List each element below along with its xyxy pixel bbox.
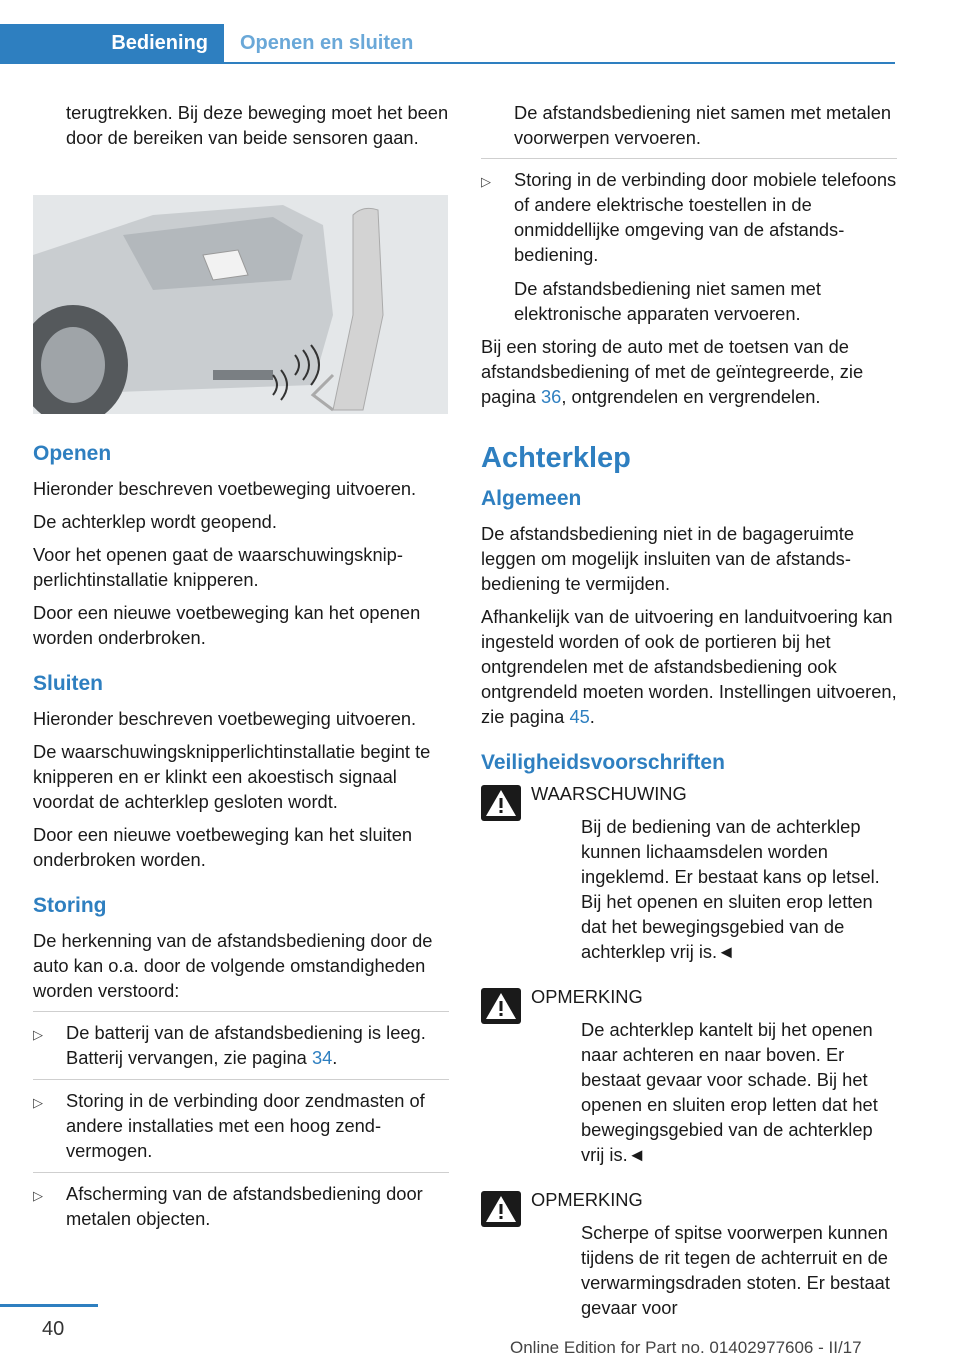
- openen-heading: Openen: [33, 442, 112, 465]
- page-number: 40: [42, 1318, 65, 1340]
- left-column-body: [33, 440, 449, 1240]
- warning-title: WAARSCHUWING: [531, 783, 687, 804]
- notice-text: Scherpe of spitse voorwerpen kunnen tijdens de rit tegen de achterruit en de verwarmingsdraden stoten. Er bestaat gevaar voor: [581, 1222, 890, 1318]
- storing-closing-paragraph: [481, 334, 897, 409]
- algemeen-paragraph-2-end: .: [589, 706, 595, 727]
- openen-paragraph-3: Voor het openen gaat de waarschuwingsknipperlichtinstallatie knipperen.: [33, 544, 403, 590]
- right-column: [481, 100, 897, 1328]
- warning-triangle-icon: [481, 988, 521, 1024]
- divider: [33, 1079, 449, 1080]
- notice-title: OPMERKING: [531, 986, 643, 1007]
- footer-rule: [0, 1304, 98, 1307]
- divider: [33, 1011, 449, 1012]
- section-tab-bediening[interactable]: Bediening: [0, 24, 224, 62]
- list-item: [33, 1020, 449, 1070]
- list-item: [481, 167, 897, 267]
- openen-paragraph-4: Door een nieuwe voetbeweging kan het openen worden onderbroken.: [33, 602, 421, 648]
- sluiten-heading: Sluiten: [33, 672, 104, 695]
- achterklep-heading: Achterklep: [481, 442, 631, 474]
- edition-footer: Online Edition for Part no. 01402977606 - II/17: [510, 1338, 862, 1357]
- notice-text: De achterklep kantelt bij het openen naar achteren en naar boven. Er bestaat gevaar voor schade. Bij het openen en sluiten erop letten dat het bewegingsgebied van de achterklep vrij is.◄: [581, 1019, 878, 1165]
- section-tab-openen-en-sluiten[interactable]: Openen en sluiten: [240, 32, 414, 54]
- notice-title: OPMERKING: [531, 1189, 643, 1210]
- algemeen-paragraph-2: [481, 604, 897, 729]
- triangle-bullet-icon: ▷: [33, 1188, 43, 1203]
- notice-block: [481, 984, 897, 1167]
- storing-paragraph: De herkenning van de afstandsbediening door de auto kan o.a. door de volgende omstandigheden worden verstoord:: [33, 930, 433, 1001]
- list-item-text: Storing in de verbinding door mobiele telefoons of andere elektrische toestellen in de onmiddellijke omgeving van de afstandsbediening.: [514, 169, 897, 265]
- storing-closing-rest: , ontgrendelen en vergrendelen.: [561, 386, 821, 407]
- algemeen-paragraph-1: De afstandsbediening niet in de bagageruimte leggen om mogelijk insluiten van de afstandsbediening te vermijden.: [481, 523, 854, 594]
- warning-block: [481, 781, 897, 964]
- intro-paragraph: terugtrekken. Bij deze beweging moet het been door de bereiken van beide sensoren gaan.: [66, 102, 449, 148]
- continued-paragraph: De afstandsbediening niet samen met metalen voorwerpen vervoeren.: [514, 102, 892, 148]
- veiligheid-heading: Veiligheidsvoorschriften: [481, 751, 725, 774]
- list-item-end: .: [332, 1047, 338, 1068]
- list-item-text: Afscherming van de afstandsbediening door metalen objecten.: [66, 1183, 423, 1229]
- storing-heading: Storing: [33, 894, 107, 917]
- algemeen-paragraph-2-text: Afhankelijk van de uitvoering en landuitvoering kan ingesteld worden of ook de portieren bij het ontgrendelen met de afstandsbediening ook ontgrendeld moeten worden. Instellingen uitvoeren, zie pagina: [481, 606, 897, 727]
- list-item-text: Storing in de verbinding door zendmasten of andere installaties met een hoog zendvermogen.: [66, 1090, 425, 1161]
- algemeen-heading: Algemeen: [481, 487, 582, 510]
- list-item-text: De batterij van de afstandsbediening is leeg. Batterij vervangen, zie pagina: [66, 1022, 426, 1068]
- sluiten-paragraph-3: Door een nieuwe voetbeweging kan het sluiten onderbroken worden.: [33, 824, 413, 870]
- list-item: [33, 1088, 449, 1163]
- warning-triangle-icon: [481, 785, 521, 821]
- warning-triangle-icon: [481, 1191, 521, 1227]
- left-column: [33, 100, 449, 158]
- openen-paragraph-1: Hieronder beschreven voetbeweging uitvoeren.: [33, 478, 417, 499]
- list-item-subtext: De afstandsbediening niet samen met elektronische apparaten vervoeren.: [514, 278, 821, 324]
- page-link-34[interactable]: 34: [311, 1047, 333, 1068]
- warning-text: Bij de bediening van de achterklep kunnen lichaamsdelen worden ingeklemd. Er bestaat kans op letsel. Bij het openen en sluiten erop letten dat het bewegingsgebied van de achterklep vrij is.◄: [581, 816, 880, 962]
- triangle-bullet-icon: ▷: [33, 1095, 43, 1110]
- sluiten-paragraph-1: Hieronder beschreven voetbeweging uitvoeren.: [33, 708, 417, 729]
- openen-paragraph-2: De achterklep wordt geopend.: [33, 511, 277, 532]
- triangle-bullet-icon: ▷: [33, 1027, 43, 1042]
- storing-closing-text: Bij een storing de auto met de toetsen van de afstandsbediening of met de geïntegreerde, zie pagina: [481, 336, 864, 407]
- page-link-45[interactable]: 45: [569, 706, 590, 727]
- divider: [481, 158, 897, 159]
- tailgate-foot-sensor-illustration: [33, 195, 448, 414]
- notice-block: [481, 1187, 897, 1320]
- sluiten-paragraph-2: De waarschuwingsknipperlichtinstallatie begint te knipperen en er klinkt een akoestisch signaal voordat de achterklep gesloten wordt.: [33, 741, 431, 812]
- divider: [33, 1172, 449, 1173]
- list-item: [33, 1181, 449, 1231]
- page-link-36[interactable]: 36: [540, 386, 562, 407]
- triangle-bullet-icon: ▷: [481, 174, 491, 189]
